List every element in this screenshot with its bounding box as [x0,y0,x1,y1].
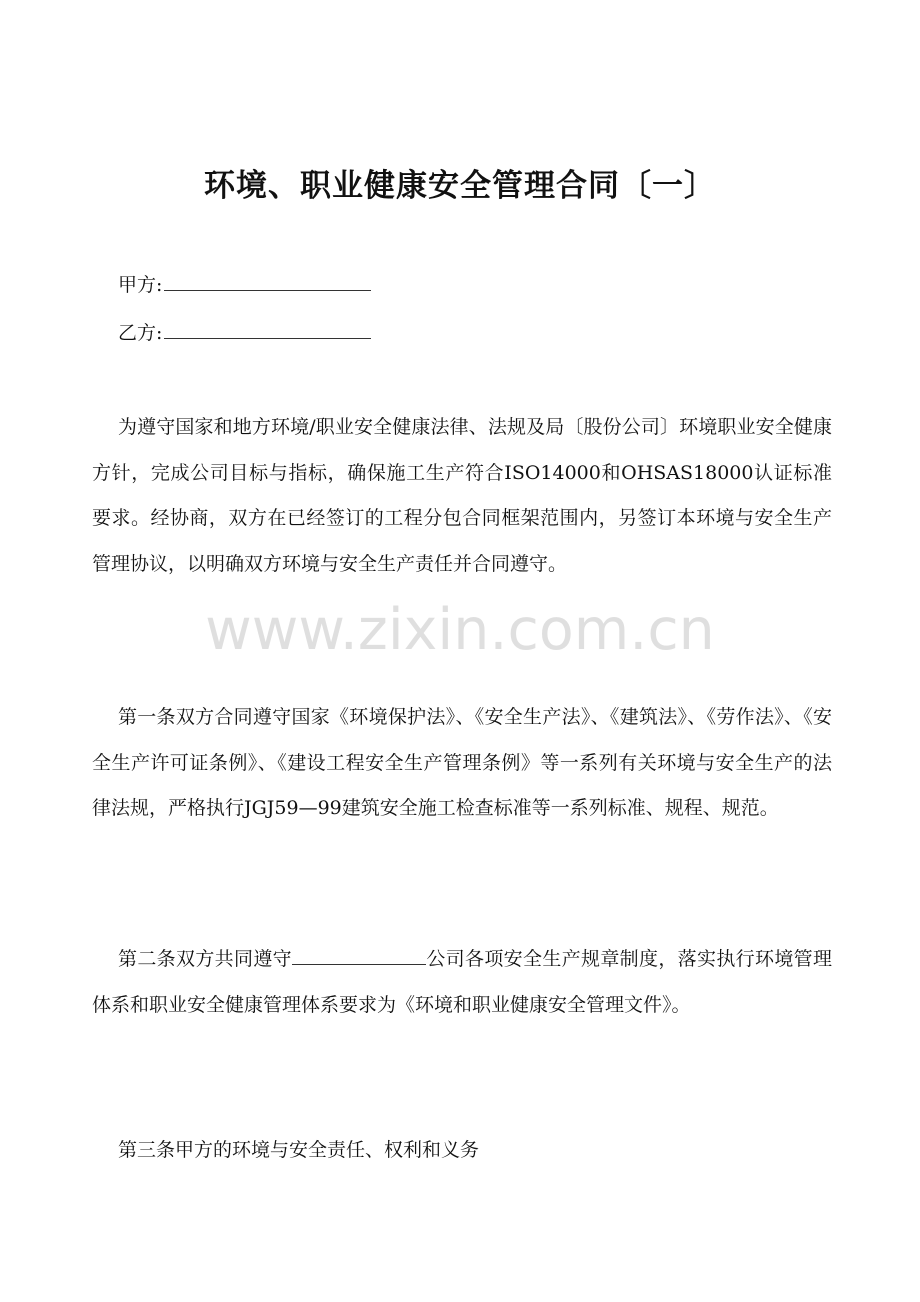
party-b-line [118,318,371,348]
party-b-label: 乙方: [118,322,163,344]
article-3-heading: 第三条甲方的环境与安全责任、权利和义务 [118,1139,480,1161]
party-b-blank [164,318,371,339]
intro-paragraph: 为遵守国家和地方环境/职业安全健康法律、法规及局〔股份公司〕环境职业安全健康方针，完成公司目标与指标，确保施工生产符合ISO14000和OHSAS18000认证标准要求。经协商，双方在已经签订的工程分包合同框架范围内，另签订本环境与安全生产管理协议，以明确双方环境与安全生产责任并合同遵守。 [92,416,832,575]
party-a-blank [164,270,371,291]
party-a-label: 甲方: [118,274,163,296]
article-2-before-blank: 第二条双方共同遵守 [118,948,292,970]
article-1-paragraph: 第一条双方合同遵守国家《环境保护法》、《安全生产法》、《建筑法》、《劳作法》、《安全生产许可证条例》、《建设工程安全生产管理条例》等一系列有关环境与安全生产的法律法规，严格执行JGJ59—99建筑安全施工检查标准等一系列标准、规程、规范。 [92,706,832,819]
article-2-after-blank: 公司各项安全生产规章制度，落实执行环境管理体系和职业安全健康管理体系要求为《环境和职业健康安全管理文件》。 [92,948,832,1016]
company-name-blank [292,942,426,965]
watermark: www.zixin.com.cn [205,597,715,663]
party-a-line [118,270,371,300]
article-2-paragraph [92,937,832,1028]
document-title: 环境、职业健康安全管理合同〔一〕 [204,168,716,204]
